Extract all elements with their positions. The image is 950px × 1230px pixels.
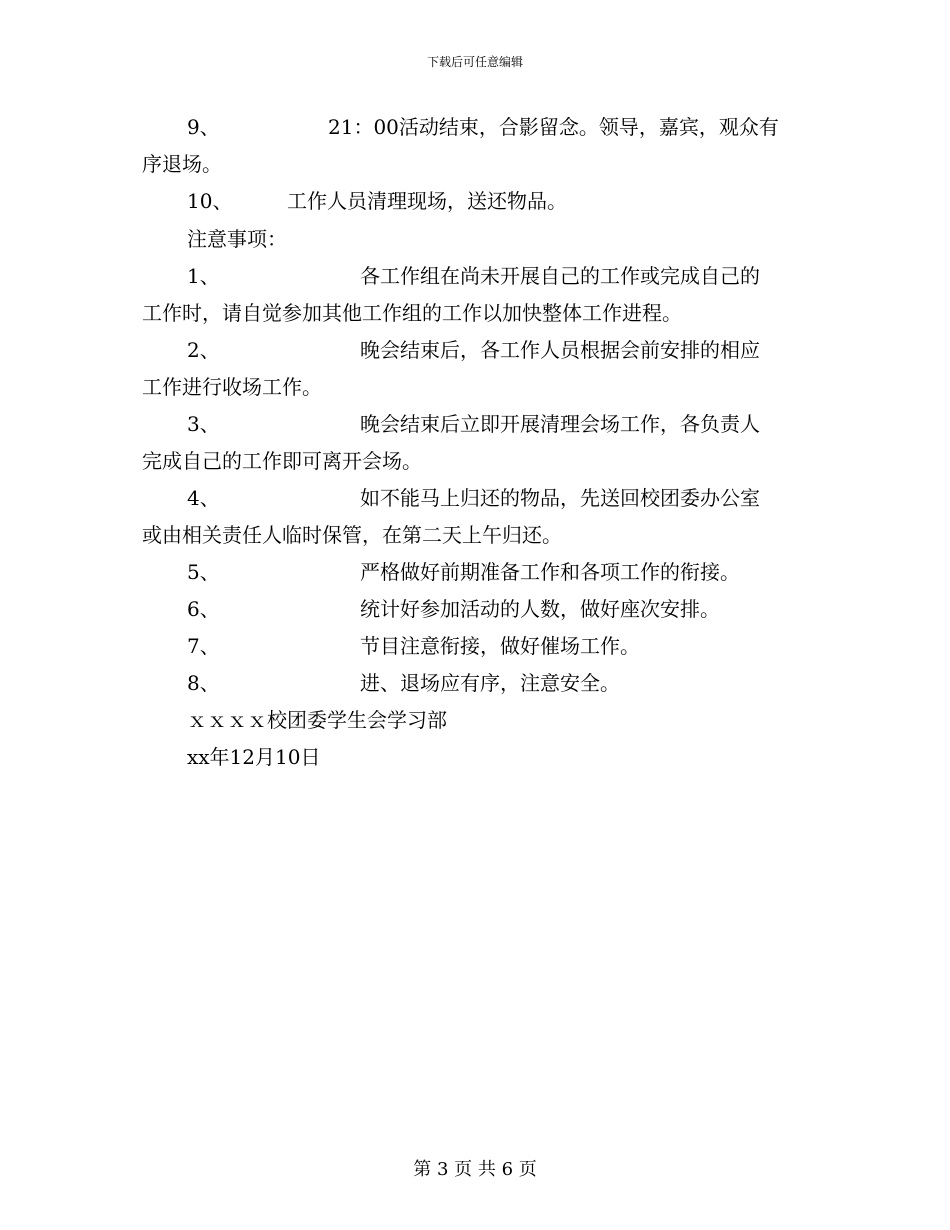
list-item-10-number: 10、 [187,189,233,213]
note-3-number: 3、 [187,412,220,436]
note-1-number: 1、 [187,264,220,288]
note-7-text: 节目注意衔接，做好催场工作。 [360,634,640,658]
signature: ｘｘｘｘ校团委学生会学习部 [187,708,447,732]
list-item-10-text: 工作人员清理现场，送还物品。 [287,189,567,213]
list-item-9-number: 9、 [187,115,220,139]
note-5-text: 严格做好前期准备工作和各项工作的衔接。 [360,560,740,584]
list-item-9-text-cont: 序退场。 [142,152,222,176]
note-8-number: 8、 [187,671,220,695]
note-8-text: 进、退场应有序，注意安全。 [360,671,620,695]
note-4-number: 4、 [187,486,220,510]
page-header: 下载后可任意编辑 [426,55,523,69]
date: xx年12月10日 [187,745,321,769]
note-4-text-cont: 或由相关责任人临时保管，在第二天上午归还。 [142,523,562,547]
note-6-number: 6、 [187,597,220,621]
note-2-text-cont: 工作进行收场工作。 [142,375,322,399]
page-footer: 第 3 页 共 6 页 [413,1159,537,1180]
note-5-number: 5、 [187,560,220,584]
note-1-text: 各工作组在尚未开展自己的工作或完成自己的 [360,264,760,288]
note-1-text-cont: 工作时，请自觉参加其他工作组的工作以加快整体工作进程。 [142,301,682,325]
note-6-text: 统计好参加活动的人数，做好座次安排。 [360,597,720,621]
notes-title: 注意事项： [187,227,287,251]
note-2-text: 晚会结束后，各工作人员根据会前安排的相应 [360,338,760,362]
note-4-text: 如不能马上归还的物品，先送回校团委办公室 [360,486,760,510]
note-2-number: 2、 [187,338,220,362]
note-3-text-cont: 完成自己的工作即可离开会场。 [142,449,422,473]
note-7-number: 7、 [187,634,220,658]
note-3-text: 晚会结束后立即开展清理会场工作，各负责人 [360,412,760,436]
list-item-9-text: 21：00活动结束，合影留念。领导，嘉宾，观众有 [328,115,779,139]
